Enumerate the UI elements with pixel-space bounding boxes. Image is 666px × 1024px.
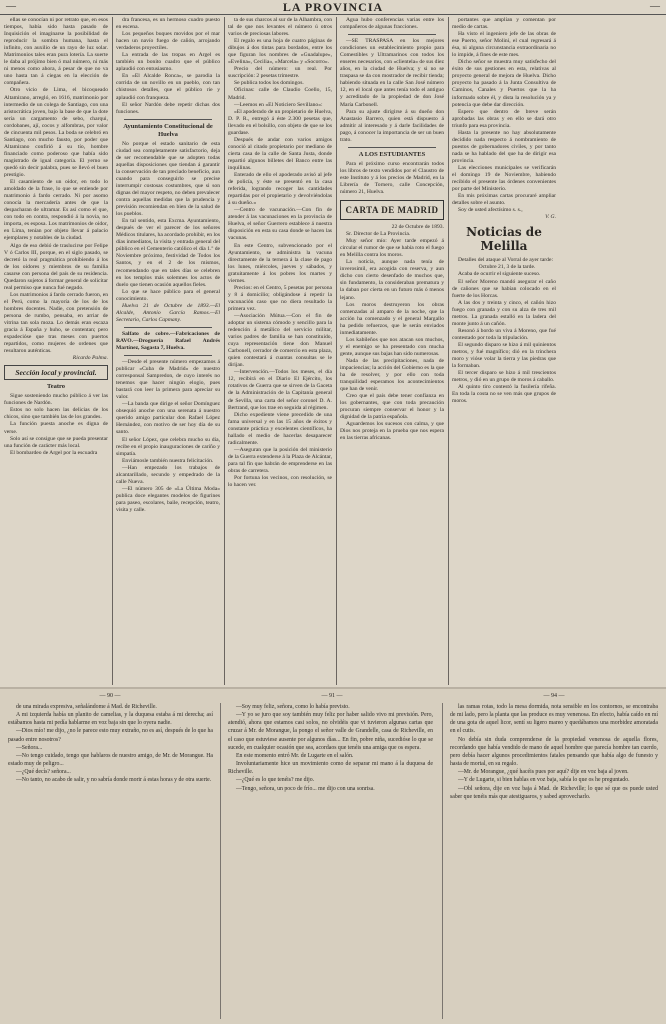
paragraph: Para su ajuste dirigirse á su dueño don Anastasio Barrero, quien está dispuesto á admitir al interesado y á darle facilidades de pago, á conocer la importancia de ser un buen trato. <box>340 108 444 143</box>
paragraph: Agua hubo conferencias varias entre los compañeros de algunas fracciones. <box>340 17 444 31</box>
column-2 <box>116 17 220 685</box>
paragraph: ta de sus charcos al sur de la Alhambra, con tal de que nos levantes el número ú otros varios de preciosas labores. <box>228 17 332 38</box>
paragraph: La noticia, aunque nada tenía de inverosímil, era acogida con reserva, y aun dicho con cierto desenfado de muchos que, sin fundamento, la consideraban prematura y la daban por cierta en un futuro más ó menos lejano. <box>340 259 444 301</box>
paragraph: Espero que dentro de breve serán aprobadas las obras y en ello se dará otro triunfo para esa provincia. <box>452 108 556 129</box>
paragraph: —No tengo cuidado, tengo que hablaros de nuestro amigo, de Mr. de Morangue. Ha estado muy de peligro... <box>8 752 213 768</box>
paragraph: En este Centro, subvencionado por el Ayuntamiento, se administra la vacuna directamente de la ternera á la clase de pago los lunes, miércoles, jueves y sábados, y gratuitamente á los pobres los martes y viernes. <box>228 242 332 284</box>
paragraph: Dicho expediente viene precedido de una fama universal y en las 15 años de éxitos y constante práctica y excelentes científicos, ha hallado el medio de hacerlas desaparecer radicalmente. <box>228 411 332 446</box>
paragraph: La entrada de las tropas en Argel es también un bonito cuadro que el público aplaudió con entusiasmo. <box>116 52 220 73</box>
paragraph: —Obl señora, dije en voz baja á Mad. de Richeville; lo que sé que os puede usted saber que tenéis más que atestiguaros, y sabed aprovecharlo. <box>450 785 658 800</box>
paragraph: El señor Nardón debe repetir dichas dos funciones. <box>116 101 220 115</box>
paragraph: Las elecciones municipales se verificarán el domingo 19 de Noviembre, habiendo recibido el presente las órdenes convenientes por parte del Ministerio. <box>452 164 556 193</box>
paragraph: —¿Qué es lo que tenéis? me dijo. <box>236 777 315 784</box>
section-heading: Noticias de Melilla <box>466 225 542 254</box>
dateline: Octubre 21, 3 de la tarde. <box>478 264 536 271</box>
paragraph: de una mirada expresiva, señalándome á Mad. de Richeville. <box>16 704 157 710</box>
paragraph: Dicho señor se muestra muy satisfecho del éxito de sus gestiones en esta, relativas al proyecto general de mejora de Huelva. Dicho proyecto ha pasado á la Junta Consultiva de Caminos, Canales y Puertos que la ha informado sobre él, y dista la resolución ya y potencia que debe dar dirección. <box>452 59 556 108</box>
paragraph: Después de andar con varios amigos conoció al citado propietario por mediano de cierta casa de la calle de Santa Justa, donde repartió algunos billetes del Banco entre las inquilinas. <box>228 136 332 171</box>
paragraph: Otro vicio de Lima, el bicoqueado Altamirano, arregló, en 1616, matrimonio por intermedio de un colega de Santiago, con una aristocrática joven, bajo la base de que la dote sería un cargamento de sebo, charqui, cordobanes, ají, cocos y alfombras, por valor de cincuenta mil pesos. La boda se celebró en Santiago, con mucho fausto, por poder que Altamirano confirió á su tío, hombre financiado como poderoso que había sido magistrado de igual categoría. El yerno se quedó sin decir palabra, pues se llevó el buen prestigio. <box>4 87 108 179</box>
column-1 <box>4 17 108 685</box>
paragraph: Los moros destruyeron los obras comenzadas al amparo de la noche, que la acción ha comenzado y el general Margallo ha pedido refuerzos, que le serán enviados inmediatamente. <box>340 301 444 336</box>
page-number-right: — <box>650 1 660 12</box>
paragraph: En mis próximas cartas procuraré ampliar detalles sobre el asunto. <box>452 193 556 207</box>
paragraph: —Leemos en «El Noticiero Sevillano»: <box>234 101 323 108</box>
paragraph: —Y yo se juro que soy también muy feliz por haber salido vivo mi previsión. Pero, atendió, ahora que estamos casi solos, no olvidéis que vi tuvieron algunas cartas que cruzar á Mr. de Morangue, la pongo el señor valle de Grandelle, casa de Richeville, en el caso que estuviese ausente por algunos días... En fin, pobre niña, sucedióse lo que se sucede, en cualquier ocasión que sea, acordaos que tenéis una amiga que os espera. <box>228 712 433 751</box>
paragraph: En «El Alcalde Ronca», se parodia la corrida de un novillo en un pueblo, con tan chistosos detalles, que el público ríe y aplaudió con franqueza. <box>116 73 220 101</box>
paragraph: —Mr. de Morangue, ¿qué hacéis pues por aquí? dije en voz baja al joven. <box>458 769 629 776</box>
advertisement: —SE TRASPASA en los mejores condiciones un establecimiento propio para Comestibles y Ultramarinos con todos los enseres necesarios, con «clientela» de sus diez años, en la ciudad de Huelva; y si no se traspasa se da con mostrador de recibir tienda; habiendo situada en la calle San José número 12, en el local que antes tenía todo el antiguo y acreditado de la propiedad de don José María Carbonell. <box>340 38 444 108</box>
paragraph: Lo que se hace público para el general conocimiento. <box>116 288 220 302</box>
paragraph: A mi izquierda había un planito de camelias, y la duquesa estaba á mi derecha; así estábamos hasta mi pedía hablarme en voz baja sin que lo oyera nadie. <box>8 712 213 727</box>
paragraph: Oficinas: calle de Claudio Coello, 15, Madrid. <box>228 87 332 101</box>
column-divider <box>448 17 449 685</box>
paragraph: La función puesta anoche es digna de verse. <box>4 421 108 435</box>
divider <box>348 34 436 35</box>
paragraph: Sigue sosteniendo mucho público á ver las funciones de Nardón. <box>4 393 108 407</box>
paragraph: Para el próximo curso encontrarán todos los libros de texto vendidos por el Claustro de este Instituto y á los precios de Madrid, en la Librería de Tornero, calle Concepción, número 21, Huelva. <box>340 160 444 195</box>
section-heading-box: CARTA DE MADRID <box>340 200 444 220</box>
paragraph: ellas se conocían ni por retrato que, en esos tiempos, había sido hasta pasado de Inquisición el imaginarse la posibilidad de reproducir la sombra humana, hasta el infinito, con auxilio de un rayo de luz solar. Matrimonios tales eran pura lotería. La suerte le daba al prójimo bien ó mal número, ni más ni menos como ahora, á pesar de que no va uno hasta tan á ciegas en la elección de compañera. <box>4 17 108 87</box>
section-heading: Ayuntamiento Constitucional de Huelva <box>123 122 213 138</box>
paragraph: —Soy muy feliz, señora, como lo había previsto. <box>236 704 350 710</box>
paragraph: Sr. Director de La Provincia. <box>346 231 411 238</box>
paragraph: En este momento entró Mr. de Lugarte en el salón. <box>236 752 354 759</box>
paragraph: —Centro de vacunación.—Con fin de atender á las vacunaciones en la provincia de Huelva, el señor Guerrero establece á nuestra disposición en esta su casa donde se hacen las vacunas. <box>228 207 332 242</box>
article-columns <box>4 17 662 685</box>
paragraph: —Asociación Mútua.—Con el fin de adoptar un sistema cómodo y sencillo para la redención á metálico del servicio militar, varios padres de familia se han constituido, cuya representación tiene don Manuel Carbonell, cerrador de comercio en esta plaza, quien contestará á cuantas consultas se le dirijan. <box>228 312 332 369</box>
paragraph: Detalles del ataque al Vorral de ayer tarde: <box>458 257 553 264</box>
column-divider <box>336 17 337 685</box>
paragraph: Muy señor mío: Ayer tarde empezó á circular el rumor de que se había roto el fuego en Melilla contra los moros. <box>340 238 444 259</box>
paragraph: El señor López, que celebra mucho su día, recibe en el propio inauguraciones de cariño y simpatía. <box>116 436 220 457</box>
paragraph: Enviámosle también nuestra felicitación. <box>122 457 214 464</box>
divider <box>124 327 212 328</box>
paragraph: —Aseguran que la posición del ministerio de la Guerra extenderse á la Plaza de Alcántar, para tal fin que habrán de emprenderse en las obras de carretera. <box>228 446 332 474</box>
column-3 <box>228 17 332 685</box>
column-4 <box>340 17 444 685</box>
paragraph: Por fortuna los vecinos, con resolución, se lo hacen ver. <box>228 475 332 489</box>
advertisement: Salfato de cobre.—Fabricaciones de RAVO.—Droguería Rafael Andrés Martínez, Sagasta 7, Huelva. <box>116 330 220 351</box>
paragraph: Acaba de ocurrir el siguiente suceso. <box>458 271 541 278</box>
paragraph: —Han empezado los trabajos de alcantarillado, secundo y empedrado de la calle Nueva. <box>116 464 220 485</box>
paragraph: Enterado de ello el apoderado avisó al jefe de policía, y éste se presentó en la casa referida, logrando recoger las cantidades repartidas por el propietario y devolviéndolas á su dueño.» <box>228 172 332 207</box>
paragraph: —¿Qué decís? señora... <box>16 769 71 776</box>
paragraph: —Señora... <box>16 744 43 751</box>
paragraph: El señor Moreno mandó asegurar el caño de cañones que se habían colocado en el fuerte de los Horcas. <box>452 278 556 299</box>
paragraph: Precio del número: un real. Por suscripción: 2 pesetas trimestre. <box>228 66 332 80</box>
paragraph: dra francesa, es un hermoso cuadro puesto en escena. <box>116 17 220 31</box>
dateline: Huelva 21 de Octubre de 1893.—El Alcalde, Antonio García Ramos.—El Secretario, Carlos Capmany. <box>116 302 220 323</box>
paragraph: «El apoderado de un propietario de Huelva, D. P. R., entregó á éste 2.300 pesetas que, llevado en el bolsillo, con objeto de que se los guardase. <box>228 108 332 136</box>
paragraph: Se publica todos los domingos. <box>234 80 304 87</box>
paragraph: —Intervención.—Todos los meses, el día 12, recibirá en el Diario El Ejército, los rotativos de Guerra que se sirven de la Gaceta de la Administración de la Capitanía general de Sevilla, una carta del señor coronel D. A. Bertrand, que los trae en seguida al régimen. <box>228 369 332 411</box>
paragraph: —Desde el presente número empezamos á publicar «Cuba de Madrid» de nuestro corresponsal Sampredon, de cuyo interés no tenemos que hacer ningún elogio, pues bastará con leer la primera para apreciar su valor. <box>116 359 220 401</box>
page-number-left: — <box>6 1 16 12</box>
paragraph: El tercer disparo se hizo á mil trescientos metros, y dió en un grupo de moros á caballo. <box>452 370 556 384</box>
paragraph: portantes que amplían y comentan por medio de cartas. <box>452 17 556 31</box>
dateline: 22 de Octubre de 1893. <box>391 224 444 231</box>
paragraph: Al quinto tiro contestó la fusilería rifeña. En toda la costa no se ven más que grupos de moros. <box>452 384 556 405</box>
paragraph: —Dios mío! me dijo, ¿no le parece esto muy extraño, no es así, después de lo que ha pasado entre nosotros? <box>8 728 213 743</box>
paragraph: —La banda que dirige el señor Domínguez obsequió anoche con una serenata á nuestro querido amigo particular don Rafael López Hernández, con motivo de ser hoy día de su santo. <box>116 401 220 436</box>
paragraph: Soy de usted afectísimo s. s., <box>458 207 523 214</box>
column-divider <box>112 17 113 685</box>
paragraph: Solo así se consigue que se pueda presentar una función de carácter más local. <box>4 435 108 449</box>
paragraph: —No tanto, no acabo de salir, y no sabría donde morir á estas horas y de otra suerte. <box>16 777 212 784</box>
paragraph: Precios: en el Centro, 5 pesetas por persona y 8 á domicilio; obligándose á repetir la vacunación caso que no diera resultado la primera vez. <box>228 284 332 312</box>
column-divider <box>442 703 443 1019</box>
paragraph: Involuntariamente hice un movimiento como de separar mi mano á la duquesa de Richeville. <box>228 761 433 776</box>
paragraph: Algo de eso debió de traslucirse por Felipe V ó Carlos III, porque, en el siglo pasado, se decretó la real pragmática prohibiendo á los de los oidores y miembros de su familia casarse con persona del país de su residencia. Quedaron sujetos á formar general de solicitar real permiso que nunca fué negado. <box>4 242 108 291</box>
newspaper-title: LA PROVINCIA <box>282 0 384 14</box>
paragraph: Los matrimonios á fardo cerrado fueron, en el Perú, como la mayoría de los de los hombres docentes. Nadie, con pretensión de persona de rumbo, pensaba, en arriar de vitrina tan sola moza. Lo demás eran escaza gracia á España y huho, se contentan; pero expadecióse que tras meses con puertos repartidos, como mujeres de ordenes que resultaron auténticas. <box>4 291 108 355</box>
author-signature: V. G. <box>545 214 556 221</box>
column-divider <box>224 17 225 685</box>
paragraph: El casamiento de un oidor, en todo lo amoldado de la frase, lo que se entiende por matrimonio á fardo cerrado. Ni por asomo conocía la mercadería antes de que la despacharan de ultramar. Es así como el que, con todo en contra, respondió á la novia, no importa, es esposa. Los matrimonios de oidor, en Lima, tenían por objeto llevar á palacio ejemplares y notables de la ciudad. <box>4 179 108 242</box>
folletin-column-2 <box>228 703 433 1019</box>
paragraph: Los kabileños que nos atacan son muchos, y el enemigo se ha presentado con mucha gente, aunque sus bajas han sido numerosas. <box>340 336 444 357</box>
paragraph: —El número 305 de «La Última Moda» publica doce elegantes modelos de figurines para paseo, escolares, baile, recepción, teatro, visita y calle. <box>116 485 220 513</box>
paragraph: En tal sentido, esta Excma. Ayuntamiento, después de ver el parecer de los señores Médicos titulares, ha acordado prohibir, en los días inmediatos, la visita y entrada general del público en el Cementerio católico el día 1.º de Noviembre próximo, festividad de Todos los Santos, y en el 2 de los mismos, recomendando que en tales días se celebren en los templos más solemnes los actos de duelo que tienen ocasión aquellos fieles. <box>116 218 220 288</box>
section-heading: Teatro <box>46 383 66 391</box>
paragraph: Creo que el país debe tener confianza en los gobernantes, que con toda precaución procuran siempre conservar el honor y la dignidad de la patria española. <box>340 393 444 421</box>
paragraph: Los pequeños buques movidos por el mar hacen un navío fuego de cañón, arrojando verdaderos proyectiles. <box>116 31 220 52</box>
paragraph: —Y de Lugarte, si bien hablas en voz baja, sabía lo que os he preguntado. <box>458 777 630 784</box>
paragraph: —Tengo, señora, un poco de frío... me dijo con una sonrisa. <box>236 785 375 792</box>
column-5 <box>452 17 556 685</box>
paragraph: Hasta la presente no hay absolutamente decidido nada respecto á nombramiento de puestos de gobernadores civiles, y por tanto nada se ha hablado del que ha de dirigir esa provincia. <box>452 129 556 164</box>
folletin-section <box>0 689 666 1024</box>
masthead <box>0 0 666 15</box>
folletin-column-3 <box>450 703 658 1019</box>
folletin-page-number: — 94 — <box>543 693 565 699</box>
paragraph: Aguardemos los sucesos con calma, y que Dios nos proteja en la prueba que nos espera en las tierras africanas. <box>340 421 444 442</box>
paragraph: Resonó á bordo un viva á Moreno, que fué contestado por toda la tripulación. <box>452 327 556 341</box>
paragraph: Ha visto el ingeniero jefe de las obras de ese Puerto, señor Molini, el cual regresará á ésa, ni alguna circunstancia extraordinaria no lo impide, á fines de este mes. <box>452 31 556 59</box>
folletin-page-number: — 91 — <box>321 693 343 699</box>
paragraph: El bombardeo de Argel por la escuadra <box>10 449 98 456</box>
paragraph: No porque el estado sanitario de esta ciudad sea completamente satisfactorio, deja de ser recomendable que se adopten todas aquellas disposiciones que tiendan á garantir la conservación de tan preciado beneficio, aun cuando para conseguirlo se precise interrumpir costosas costumbres, que si son dignas del mayor respeto, no deben prevalecer contra aquellas medidas que la prudencia y previsión recomiendan en bien de la salud de los pueblos. <box>116 140 220 218</box>
paragraph: las ramas rotas, todo la mesa dormida, nota sensible en los contornos, se encontraba de mi lado, pero la planta que las produce es muy venenosa. En efecto, había caído en mí de una gota de aquel licor, sentí su ligero mareo y quedábamos una morbidez amoratada en el cutis. <box>450 704 658 735</box>
paragraph: No debía sin duda comprenderse de la propiedad venenosa de aquella flores, recordando que había vendido de mano de aquel hombre que parecía hombre tan cuerdo, pero debía hacer algunos procedimientos fatales pensando que había algo de funesto y hasta de mortal, en su regalo. <box>450 736 658 768</box>
paragraph: Nada de las precipitaciones, nada de impaciencias; la acción del Gobierno es la que ha de resolver, y por ello con toda tranquilidad esperamos los acontecimientos que han de venir. <box>340 357 444 393</box>
divider <box>124 355 212 356</box>
paragraph: El segundo disparo se hizo á mil quinientos metros, y fué magnífico; dió en la trinchera moro y vióse volar la tierra y las piedras que la formaban. <box>452 341 556 370</box>
divider <box>124 119 212 120</box>
paragraph: Estos no solo hacen las delicias de los chicos, sino que también las de los grandes. <box>4 407 108 421</box>
divider <box>348 147 436 148</box>
section-heading-box: Sección local y provincial. <box>4 365 108 380</box>
folletin-column-1 <box>8 703 213 1019</box>
section-heading: A LOS ESTUDIANTES <box>358 150 426 158</box>
author-signature: Ricardo Palma. <box>72 355 108 362</box>
paragraph: A las dos y treinta y cinco, el cañón hizo fuego con granada y con su alza de tres mil metros. La granada estalló en la ladera del monte junto á un cañón. <box>452 299 556 327</box>
paragraph: El regalo es una hoja de cuatro páginas de dibujos á dos tintas para bordados, entre los que figuran los nombres de «Guadalupe», «Evelina», Cecilia», «Marcela» y «Socorro». <box>228 38 332 66</box>
column-divider <box>220 703 221 1019</box>
folletin-page-number: — 90 — <box>99 693 121 699</box>
